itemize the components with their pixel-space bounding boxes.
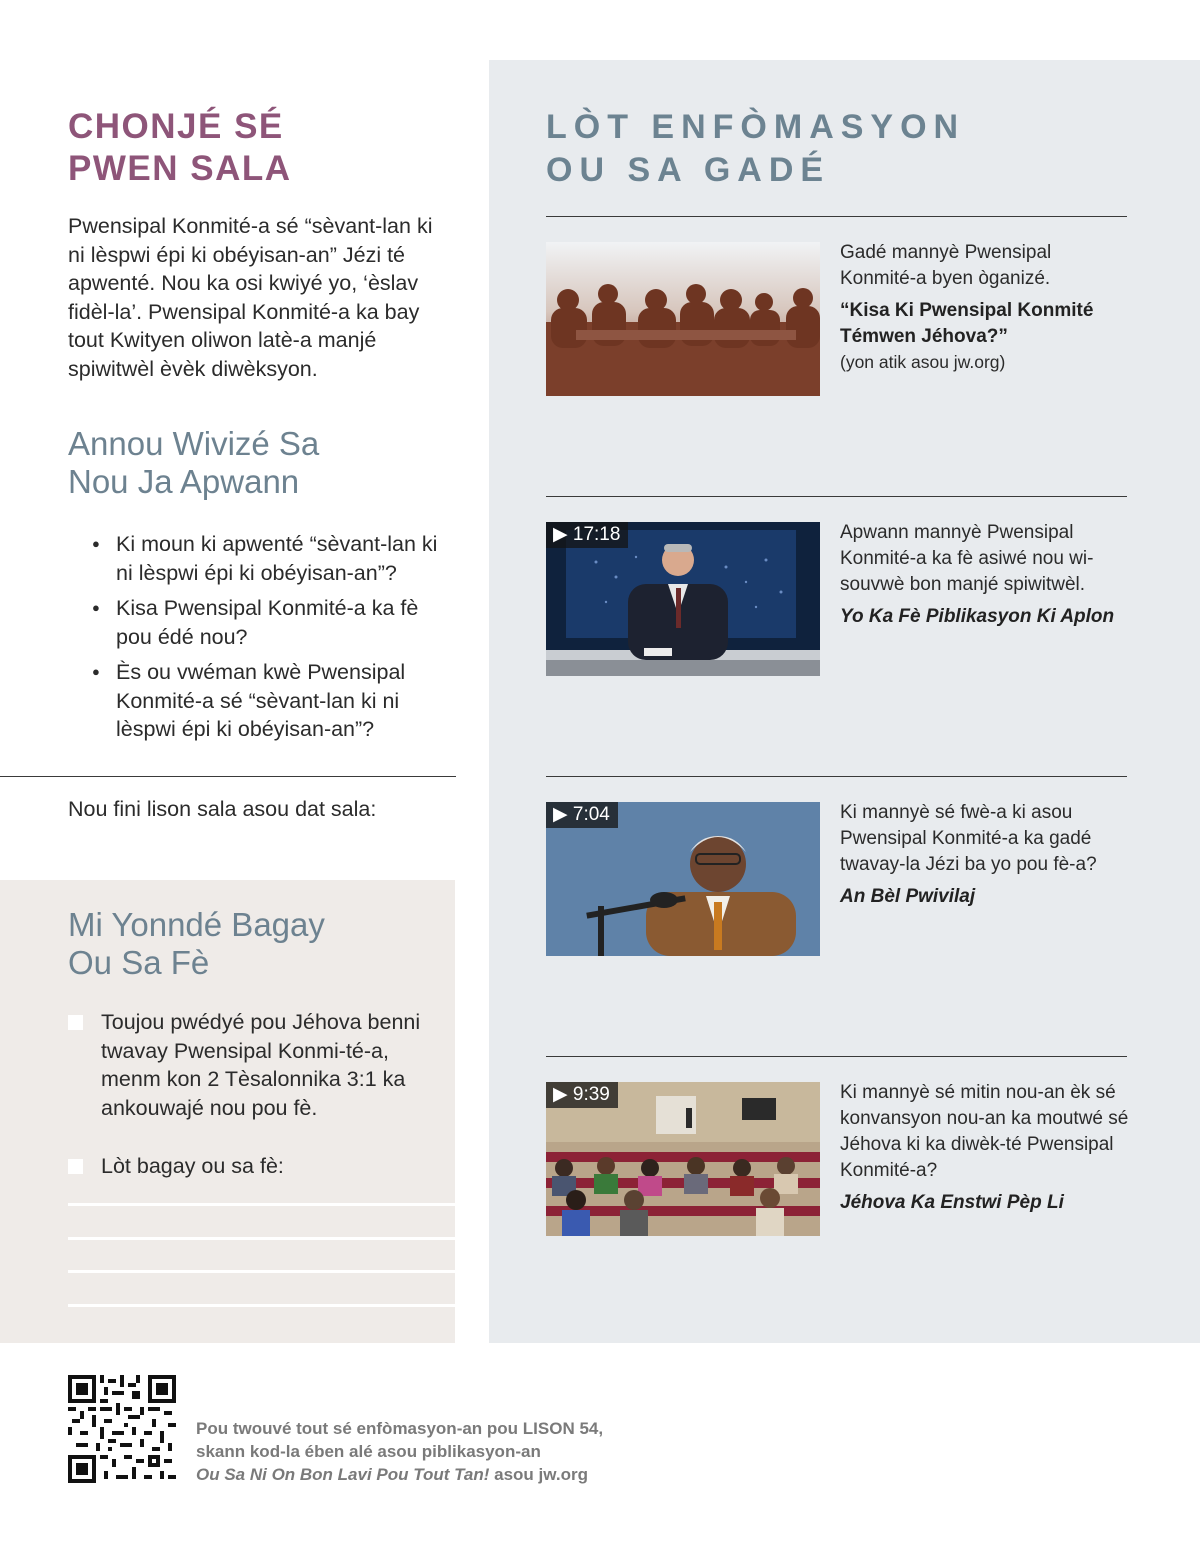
goal-title-line2: Ou Sa Fè: [68, 944, 210, 981]
footer-line3: [196, 1463, 603, 1486]
goal-item: [68, 1152, 433, 1181]
footer-note: [196, 1417, 603, 1486]
section-title-line2: PWEN SALA: [68, 149, 292, 188]
qr-code-icon: [68, 1375, 176, 1483]
intro-paragraph: Pwensipal Konmité-a sé “sèvant-lan ki ni lèspwi épi ki obéyisan-an” Jézi té apwenté. Nou ka osi kwiyé yo, ‘èslav fidèl-la’. Pwensipal Konmité-a ka bay tout Kwityen oliwon latè-a manjé spiwitwèl èvèk diwèksyon.: [68, 214, 433, 381]
finished-date-label: Nou fini lison sala asou dat sala:: [68, 797, 377, 821]
item-description: Apwann mannyè Pwensipal Konmité-a ka fè asiwé nou wi-souvwè bon manjé spiwitwèl.: [840, 522, 1094, 595]
review-item: ● Ki moun ki apwenté “sèvant-lan ki ni lèspwi épi ki obéyisan-an”?: [92, 530, 452, 587]
goal-item-text: Lòt bagay ou sa fè:: [101, 1154, 284, 1178]
writing-line[interactable]: [68, 1304, 455, 1307]
video-info: [840, 520, 1130, 630]
video-title-link[interactable]: Jéhova Ka Enstwi Pèp Li: [840, 1192, 1064, 1213]
video-duration-badge: ▶ 9:39: [546, 1082, 618, 1108]
governing-body-silhouette-image: [546, 242, 820, 396]
goal-checkbox[interactable]: [68, 1159, 83, 1174]
article-title-link[interactable]: “Kisa Ki Pwensipal Konmité Témwen Jéhova?”: [840, 300, 1094, 347]
review-list: [92, 530, 452, 751]
duration-text: 7:04: [572, 804, 610, 825]
goal-title-line1: Mi Yonndé Bagay: [68, 906, 325, 943]
section-title-line1: CHONJÉ SÉ: [68, 107, 284, 146]
review-item: ● Kisa Pwensipal Konmité-a ka fè pou édé nou?: [92, 594, 452, 651]
right-title: [546, 106, 1146, 192]
publication-title-link[interactable]: Ou Sa Ni On Bon Lavi Pou Tout Tan!: [196, 1465, 490, 1484]
video-title-link[interactable]: Yo Ka Fè Piblikasyon Ki Aplon: [840, 606, 1115, 627]
divider: [0, 776, 456, 777]
article-thumbnail[interactable]: [546, 242, 820, 396]
goal-item-text: Toujou pwédyé pou Jéhova benni twavay Pwensipal Konmi-té-a, menm kon 2 Tèsalonnika 3:1 ka ankouwajé nou pou fè.: [101, 1010, 421, 1120]
review-title-line1: Annou Wivizé Sa: [68, 425, 320, 462]
writing-line[interactable]: [68, 1270, 455, 1273]
footer-line1: Pou twouvé tout sé enfòmasyon-an pou LISON 54,: [196, 1419, 604, 1438]
review-title-line2: Nou Ja Apwann: [68, 463, 300, 500]
writing-line[interactable]: [68, 1203, 455, 1206]
article-note: (yon atik asou jw.org): [840, 352, 1006, 372]
qr-code[interactable]: [68, 1375, 176, 1483]
video-thumbnail[interactable]: [546, 522, 820, 676]
review-title: [68, 425, 453, 501]
divider: [546, 216, 1127, 217]
writing-line[interactable]: [68, 1237, 455, 1240]
video-thumbnail[interactable]: [546, 1082, 820, 1236]
goal-item: [68, 1008, 433, 1122]
item-description: Ki mannyè sé fwè-a ki asou Pwensipal Konmité-a ka gadé twavay-la Jézi ba yo pou fè-a?: [840, 802, 1097, 875]
item-description: Gadé mannyè Pwensipal Konmité-a byen òganizé.: [840, 242, 1052, 289]
divider: [546, 776, 1127, 777]
goal-title: [68, 906, 453, 982]
footer-line3-rest: asou jw.org: [489, 1465, 588, 1484]
item-description: Ki mannyè sé mitin nou-an èk sé konvansyon nou-an ka moutwé sé Jéhova ki ka diwèk-té Pwensipal Konmité-a?: [840, 1082, 1129, 1181]
article-info: [840, 240, 1130, 374]
video-info: [840, 800, 1130, 910]
video-duration-badge: ▶ 7:04: [546, 802, 618, 828]
duration-text: 17:18: [572, 524, 621, 545]
goal-checkbox[interactable]: [68, 1015, 83, 1030]
right-title-line1: LÒT ENFÒMASYON: [546, 108, 966, 146]
footer-line2: skann kod-la ében alé asou piblikasyon-an: [196, 1442, 541, 1461]
duration-text: 9:39: [572, 1084, 610, 1105]
section-title: [68, 106, 468, 190]
right-title-line2: OU SA GADÉ: [546, 151, 831, 189]
video-duration-badge: ▶ 17:18: [546, 522, 628, 548]
video-title-link[interactable]: An Bèl Pwivilaj: [840, 886, 976, 907]
divider: [546, 1056, 1127, 1057]
review-item: ● Ès ou vwéman kwè Pwensipal Konmité-a sé “sèvant-lan ki ni lèspwi épi ki obéyisan-an”?: [92, 658, 452, 744]
video-thumbnail[interactable]: [546, 802, 820, 956]
divider: [546, 496, 1127, 497]
video-info: [840, 1080, 1130, 1216]
